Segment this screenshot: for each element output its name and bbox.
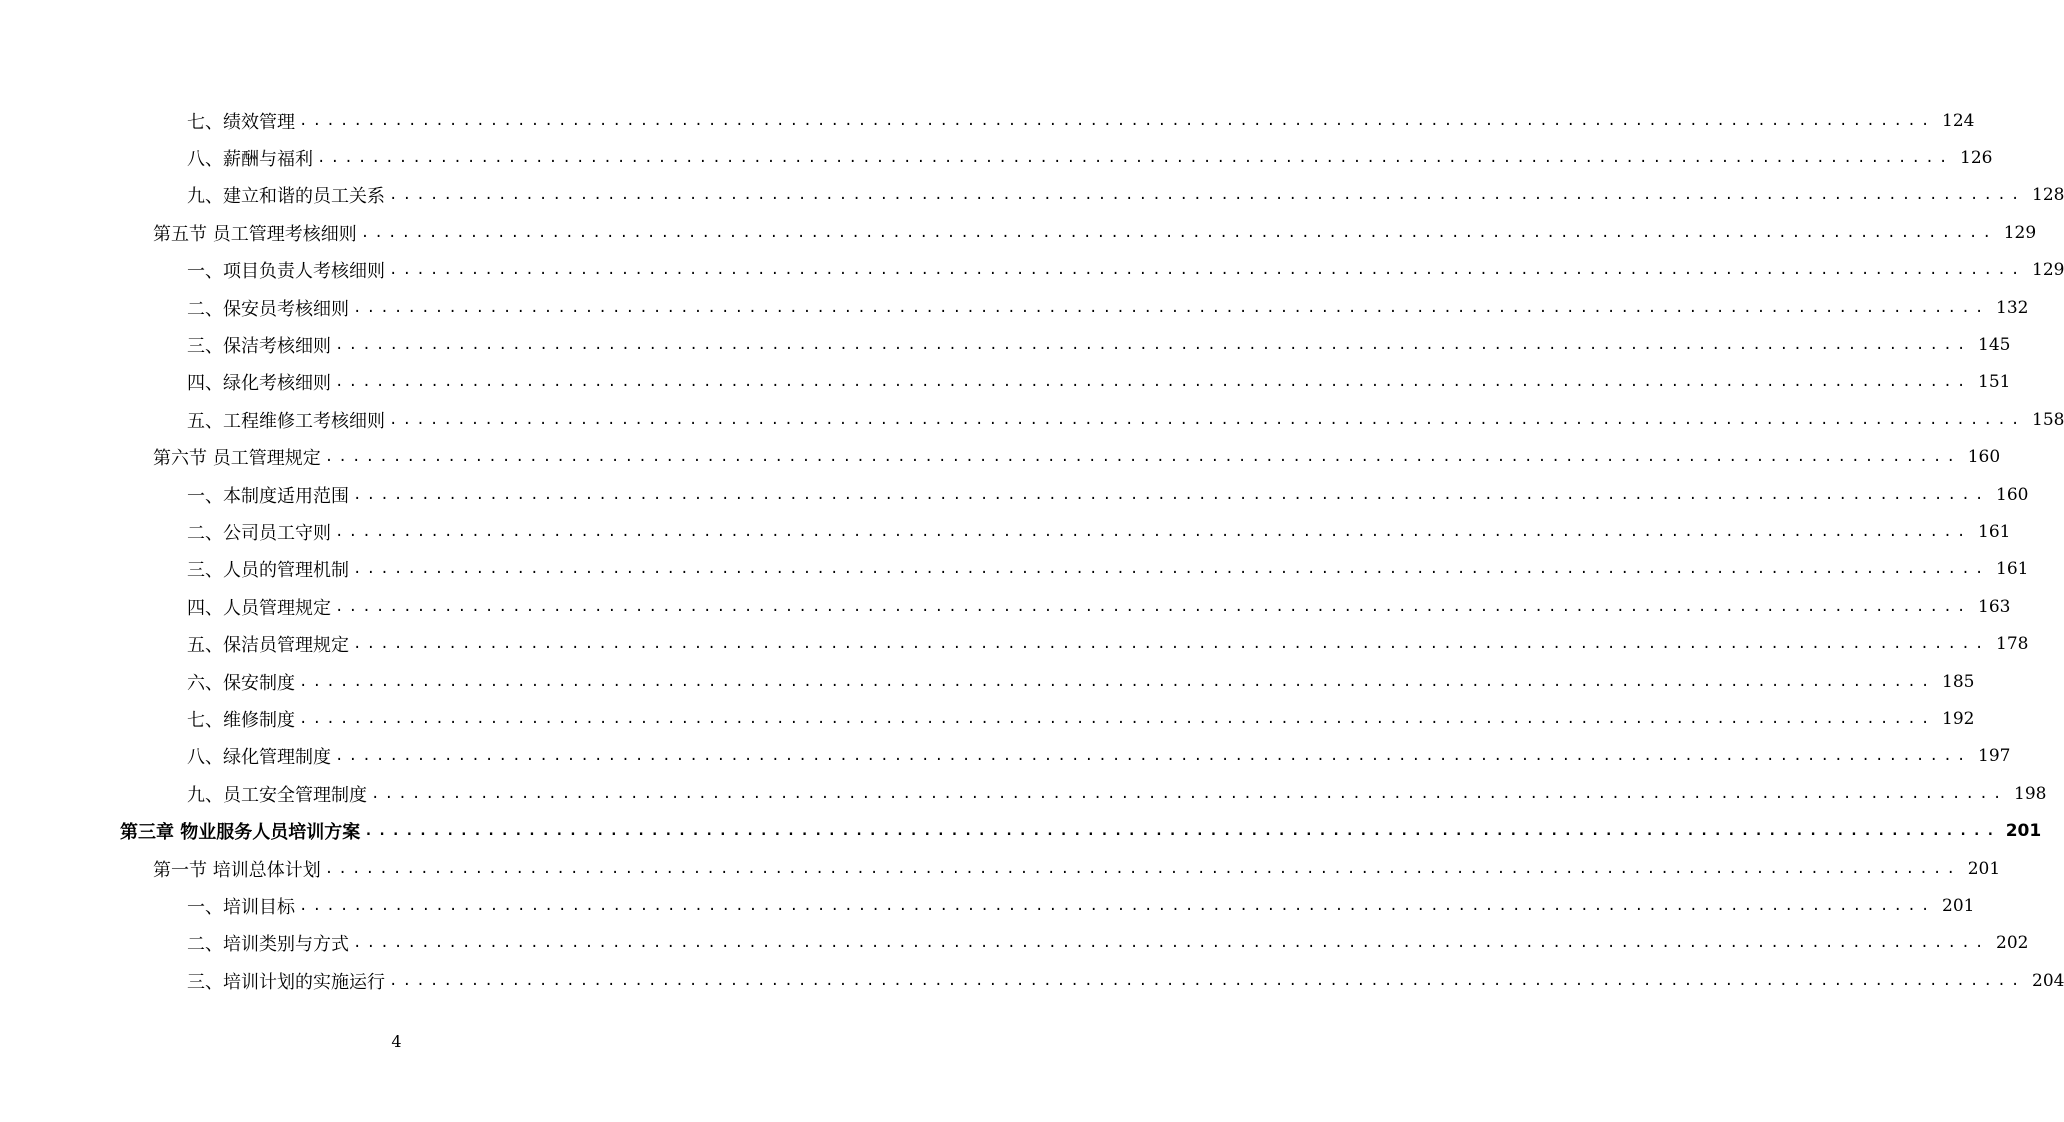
dot-leader: ........................................................................................................................ bbox=[389, 262, 2025, 279]
toc-entry-page-number: 128 bbox=[2032, 185, 2064, 206]
dot-leader: ........................................................................................................................ bbox=[389, 411, 2025, 428]
toc-entry-title: 四、绿化考核细则 bbox=[187, 373, 331, 395]
dot-leader: ........................................................................................................................ bbox=[389, 972, 2025, 989]
toc-entry[interactable] bbox=[0, 588, 2011, 625]
dot-leader: ........................................................................................................................ bbox=[364, 823, 2000, 840]
toc-entry-title: 七、绩效管理 bbox=[187, 111, 295, 133]
toc-entry[interactable] bbox=[0, 850, 2001, 887]
toc-entry-title: 三、人员的管理机制 bbox=[187, 560, 349, 582]
toc-entry-page-number: 185 bbox=[1942, 671, 1975, 692]
table-of-contents bbox=[0, 102, 2064, 999]
toc-entry[interactable] bbox=[0, 812, 2042, 849]
toc-entry[interactable] bbox=[0, 738, 2011, 775]
dot-leader: ........................................................................................................................ bbox=[335, 748, 1971, 765]
dot-leader: ........................................................................................................................ bbox=[389, 187, 2025, 204]
toc-entry[interactable] bbox=[0, 625, 2029, 662]
dot-leader: ........................................................................................................................ bbox=[299, 710, 1935, 727]
toc-entry-page-number: 198 bbox=[2014, 783, 2047, 804]
dot-leader: ........................................................................................................................ bbox=[353, 636, 1989, 653]
toc-entry-title: 一、培训目标 bbox=[187, 896, 295, 918]
toc-entry-title: 九、员工安全管理制度 bbox=[187, 784, 367, 806]
toc-entry[interactable] bbox=[0, 139, 1993, 176]
toc-entry[interactable] bbox=[0, 476, 2029, 513]
toc-entry-title: 五、工程维修工考核细则 bbox=[187, 410, 385, 432]
toc-entry[interactable] bbox=[0, 513, 2011, 550]
dot-leader: ........................................................................................................................ bbox=[299, 112, 1935, 129]
toc-entry-page-number: 161 bbox=[1978, 521, 2011, 542]
dot-leader: ........................................................................................................................ bbox=[371, 785, 2007, 802]
toc-entry[interactable] bbox=[0, 401, 2064, 438]
toc-entry-title: 二、公司员工守则 bbox=[187, 522, 331, 544]
toc-entry[interactable] bbox=[0, 700, 1975, 737]
toc-entry-page-number: 201 bbox=[2005, 821, 2042, 842]
toc-entry-page-number: 151 bbox=[1978, 372, 2011, 393]
toc-entry-title: 第五节 员工管理考核细则 bbox=[153, 223, 357, 245]
toc-entry-title: 一、本制度适用范围 bbox=[187, 485, 349, 507]
dot-leader: ........................................................................................................................ bbox=[335, 598, 1971, 615]
toc-entry-title: 第一节 培训总体计划 bbox=[153, 859, 321, 881]
toc-entry-page-number: 163 bbox=[1978, 596, 2011, 617]
page-number: 4 bbox=[391, 1032, 402, 1051]
dot-leader: ........................................................................................................................ bbox=[317, 150, 1953, 167]
toc-entry-title: 八、薪酬与福利 bbox=[187, 149, 313, 171]
toc-entry[interactable] bbox=[0, 364, 2011, 401]
dot-leader: ........................................................................................................................ bbox=[360, 224, 1997, 241]
dot-leader: ........................................................................................................................ bbox=[353, 486, 1989, 503]
toc-entry[interactable] bbox=[0, 887, 1975, 924]
toc-entry-page-number: 145 bbox=[1978, 335, 2011, 356]
toc-entry[interactable] bbox=[0, 326, 2011, 363]
toc-entry[interactable] bbox=[0, 663, 1975, 700]
toc-entry-page-number: 192 bbox=[1942, 708, 1975, 729]
toc-entry-page-number: 201 bbox=[1967, 858, 2001, 879]
dot-leader: ........................................................................................................................ bbox=[324, 860, 1961, 877]
toc-entry[interactable] bbox=[0, 962, 2064, 999]
toc-entry[interactable] bbox=[0, 775, 2047, 812]
toc-entry-title: 九、建立和谐的员工关系 bbox=[187, 186, 385, 208]
toc-entry[interactable] bbox=[0, 102, 1975, 139]
toc-entry-page-number: 201 bbox=[1942, 895, 1975, 916]
toc-entry-page-number: 129 bbox=[2003, 222, 2037, 243]
toc-entry-page-number: 126 bbox=[1960, 148, 1993, 169]
toc-entry-page-number: 129 bbox=[2032, 260, 2064, 281]
toc-entry-page-number: 161 bbox=[1996, 559, 2029, 580]
dot-leader: ........................................................................................................................ bbox=[353, 299, 1989, 316]
toc-entry-title: 第三章 物业服务人员培训方案 bbox=[120, 822, 361, 844]
dot-leader: ........................................................................................................................ bbox=[324, 449, 1961, 466]
toc-entry[interactable] bbox=[0, 551, 2029, 588]
dot-leader: ........................................................................................................................ bbox=[299, 673, 1935, 690]
toc-entry-page-number: 124 bbox=[1942, 110, 1975, 131]
dot-leader: ........................................................................................................................ bbox=[353, 935, 1989, 952]
toc-entry-page-number: 178 bbox=[1996, 634, 2029, 655]
toc-entry[interactable] bbox=[0, 289, 2029, 326]
toc-entry-page-number: 158 bbox=[2032, 409, 2064, 430]
toc-entry-title: 三、培训计划的实施运行 bbox=[187, 971, 385, 993]
dot-leader: ........................................................................................................................ bbox=[335, 374, 1971, 391]
toc-entry-title: 二、保安员考核细则 bbox=[187, 298, 349, 320]
dot-leader: ........................................................................................................................ bbox=[353, 561, 1989, 578]
dot-leader: ........................................................................................................................ bbox=[335, 523, 1971, 540]
dot-leader: ........................................................................................................................ bbox=[299, 897, 1935, 914]
toc-entry[interactable] bbox=[0, 177, 2064, 214]
dot-leader: ........................................................................................................................ bbox=[335, 337, 1971, 354]
toc-entry[interactable] bbox=[0, 214, 2037, 251]
toc-entry-title: 二、培训类别与方式 bbox=[187, 934, 349, 956]
toc-entry-title: 七、维修制度 bbox=[187, 709, 295, 731]
toc-entry[interactable] bbox=[0, 439, 2001, 476]
toc-entry-title: 六、保安制度 bbox=[187, 672, 295, 694]
toc-entry-title: 八、绿化管理制度 bbox=[187, 747, 331, 769]
toc-entry[interactable] bbox=[0, 925, 2029, 962]
toc-entry-title: 三、保洁考核细则 bbox=[187, 336, 331, 358]
toc-entry-page-number: 204 bbox=[2032, 970, 2064, 991]
toc-entry-title: 一、项目负责人考核细则 bbox=[187, 261, 385, 283]
toc-entry-page-number: 202 bbox=[1996, 933, 2029, 954]
toc-entry[interactable] bbox=[0, 252, 2064, 289]
toc-entry-title: 四、人员管理规定 bbox=[187, 597, 331, 619]
toc-entry-page-number: 160 bbox=[1967, 447, 2001, 468]
toc-entry-title: 第六节 员工管理规定 bbox=[153, 448, 321, 470]
toc-entry-page-number: 197 bbox=[1978, 746, 2011, 767]
toc-entry-title: 五、保洁员管理规定 bbox=[187, 635, 349, 657]
toc-entry-page-number: 132 bbox=[1996, 297, 2029, 318]
toc-entry-page-number: 160 bbox=[1996, 484, 2029, 505]
